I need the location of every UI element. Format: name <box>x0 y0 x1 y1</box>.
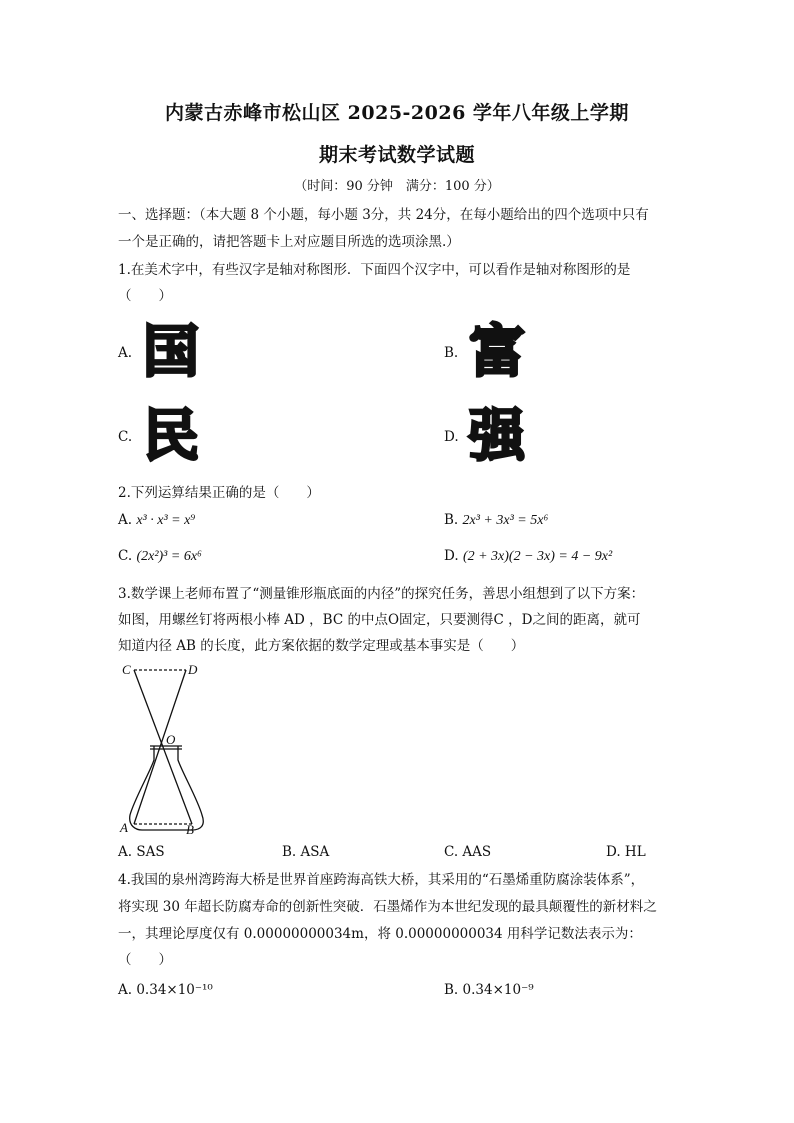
q4-option-a <box>118 982 213 998</box>
q1-option-a-label: A. <box>118 345 133 361</box>
q2-option-b-expr: 2x³ + 3x³ = 5x⁶ <box>462 513 549 528</box>
q3-stem-line2: 如图，用螺丝钉将两根小棒 AD ，BC 的中点O固定，只要测得C ，D之间的距离，就可 <box>118 612 641 628</box>
q4-stem-line1: 4.我国的泉州湾跨海大桥是世界首座跨海高铁大桥，其采用的“石墨烯重防腐涂装体系”， <box>118 872 645 888</box>
q3-stem-line3: 知道内径 AB 的长度，此方案依据的数学定理或基本事实是（ ） <box>118 638 525 654</box>
q1-answer-paren: （ ） <box>118 288 172 304</box>
q4-option-a-label: A. <box>118 982 133 998</box>
q4-option-b <box>444 982 534 998</box>
glyph-char-qiang: 强 <box>469 404 525 469</box>
label-b: B <box>186 822 194 837</box>
q1-option-c-glyph <box>138 404 204 470</box>
exam-info: （时间：90 分钟 满分：100 分） <box>294 179 500 194</box>
q2-option-b <box>444 512 548 529</box>
q2-option-c-label: C. <box>118 548 133 564</box>
q2-option-a-label: A. <box>118 512 133 528</box>
q1-option-a-glyph <box>138 320 204 386</box>
q4-option-a-expr: 0.34×10⁻¹⁰ <box>136 982 213 998</box>
q1-stem: 1.在美术字中，有些汉字是轴对称图形．下面四个汉字中，可以看作是轴对称图形的是 <box>118 262 631 278</box>
flask-outline <box>130 746 204 830</box>
q3-option-a: A. SAS <box>118 844 165 860</box>
q2-option-a-expr: x³ · x³ = x⁹ <box>136 513 196 528</box>
q1-option-b-glyph <box>464 320 530 386</box>
q1-option-b-label: B. <box>444 345 459 361</box>
q2-stem: 2.下列运算结果正确的是（ ） <box>118 485 320 501</box>
stick-ad <box>134 670 192 824</box>
q3-option-d: D. HL <box>606 844 646 860</box>
q2-option-b-label: B. <box>444 512 459 528</box>
q4-stem-line3: 一，其理论厚度仅有 0.00000000034m，将 0.00000000034 用科学记数法表示为： <box>118 926 642 942</box>
q2-option-c-expr: (2x²)³ = 6x⁶ <box>136 549 202 564</box>
q2-option-a <box>118 512 195 529</box>
q4-option-b-label: B. <box>444 982 459 998</box>
q2-option-d-expr: (2 + 3x)(2 − 3x) = 4 − 9x² <box>462 549 613 564</box>
q1-option-c-label: C. <box>118 429 133 445</box>
q3-option-b: B. ASA <box>282 844 330 860</box>
label-c: C <box>122 662 131 677</box>
exam-title-line2: 期末考试数学试题 <box>318 144 475 166</box>
q1-option-d-glyph <box>464 404 530 470</box>
q4-answer-paren: （ ） <box>118 952 172 968</box>
q2-option-c <box>118 548 202 565</box>
q3-flask-figure <box>112 660 222 840</box>
q3-stem-line1: 3.数学课上老师布置了“测量锥形瓶底面的内径”的探究任务，善思小组想到了以下方案： <box>118 586 645 602</box>
section-heading-cont: 一个是正确的，请把答题卡上对应题目所选的选项涂黑.） <box>118 234 460 250</box>
q4-option-b-expr: 0.34×10⁻⁹ <box>462 982 534 998</box>
glyph-char-min: 民 <box>143 404 199 469</box>
q3-option-c: C. AAS <box>444 844 492 860</box>
section-heading: 一、选择题：（本大题 8 个小题，每小题 3分，共 24分，在每小题给出的四个选项中只有 <box>118 207 649 223</box>
q1-option-d-label: D. <box>444 429 459 445</box>
label-a: A <box>120 820 128 835</box>
label-d: D <box>188 662 198 677</box>
exam-title-line1: 内蒙古赤峰市松山区 2025-2026 学年八年级上学期 <box>165 102 629 124</box>
glyph-char-guo: 国 <box>143 320 199 385</box>
q2-option-d <box>444 548 612 565</box>
q4-stem-line2: 将实现 30 年超长防腐寿命的创新性突破．石墨烯作为本世纪发现的最具颠覆性的新材料之 <box>118 899 657 915</box>
label-o: O <box>166 732 176 747</box>
q2-option-d-label: D. <box>444 548 459 564</box>
glyph-char-fu: 富 <box>469 320 525 385</box>
